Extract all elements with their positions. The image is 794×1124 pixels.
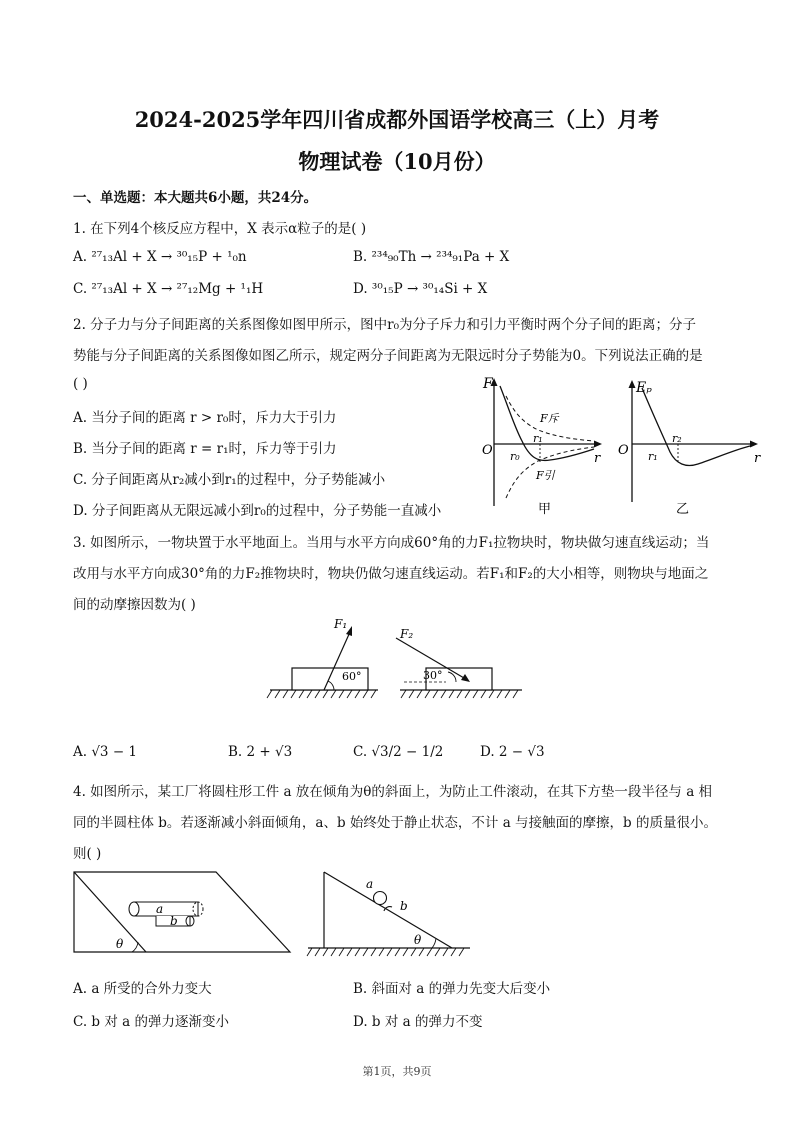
q4l-a-label: a [156, 902, 164, 916]
jia-r0-label: r₀ [510, 450, 520, 463]
q4-option-c: C. b 对 a 的弹力逐渐变小 [73, 1014, 229, 1030]
jia-o-label: O [482, 443, 493, 458]
q2-option-d: D. 分子间距离从无限远减小到r₀的过程中，分子势能一直减小 [73, 503, 442, 519]
q4-stem-line1: 4. 如图所示，某工厂将圆柱形工件 a 放在倾角为θ的斜面上，为防止工件滚动，在其下方垫一段半径与 a 相 [73, 784, 713, 800]
q2-stem-line3: ( ) [73, 376, 88, 392]
q2-option-c: C. 分子间距离从r₂减小到r₁的过程中，分子势能减小 [73, 472, 386, 488]
yi-r-label: r [754, 451, 761, 466]
q3-option-a: A. √3 − 1 [73, 744, 138, 760]
q1-option-b: B. ²³⁴₉₀Th → ²³⁴₉₁Pa + X [353, 249, 510, 265]
q3-angle30-label: 30° [423, 669, 443, 682]
yi-o-label: O [618, 443, 629, 458]
q1-option-a: A. ²⁷₁₃Al + X → ³⁰₁₅P + ¹₀n [73, 249, 247, 265]
jia-f-label: F [483, 376, 493, 392]
q1-option-c: C. ²⁷₁₃Al + X → ²⁷₁₂Mg + ¹₁H [73, 281, 264, 297]
q3-angle60-label: 60° [342, 670, 362, 683]
q2-stem-line1: 2. 分子力与分子间距离的关系图像如图甲所示，图中r₀为分子斥力和引力平衡时两个分子间的距离；分子 [73, 317, 697, 333]
jia-r-label: r [594, 451, 601, 466]
q4-option-b: B. 斜面对 a 的弹力先变大后变小 [353, 981, 551, 997]
page-title: 2024-2025学年四川省成都外国语学校高三（上）月考 [134, 107, 660, 132]
q4-stem-line3: 则( ) [73, 846, 102, 862]
q3-stem-line2: 改用与水平方向成30°角的力F₂推物块时，物块仍做匀速直线运动。若F₁和F₂的大小相等，则物块与地面之 [73, 566, 709, 582]
q3-option-c: C. √3/2 − 1/2 [353, 744, 444, 760]
q4l-b-label: b [170, 914, 178, 928]
q4-option-a: A. a 所受的合外力变大 [73, 981, 212, 997]
q1-stem: 1. 在下列4个核反应方程中，X 表示α粒子的是( ) [73, 221, 367, 237]
q2-option-a: A. 当分子间的距离 r > r₀时，斥力大于引力 [73, 410, 337, 426]
yi-ep-label: Eₚ [636, 380, 652, 396]
q4-option-d: D. b 对 a 的弹力不变 [353, 1014, 483, 1030]
yi-r2-label: r₂ [672, 432, 682, 445]
q4r-b-label: b [400, 899, 408, 913]
jia-r1-label: r₁ [533, 432, 543, 445]
q2-figure-jia [478, 376, 618, 516]
q3-stem-line3: 间的动摩擦因数为( ) [73, 597, 196, 613]
q4r-a-label: a [366, 877, 374, 891]
q4l-theta-label: θ [116, 937, 124, 951]
q2-option-b: B. 当分子间的距离 r = r₁时，斥力等于引力 [73, 441, 337, 457]
q3-figure [266, 614, 526, 706]
q3-f2-label: F₂ [400, 627, 414, 641]
q2-figure-yi [618, 376, 766, 517]
q2-stem-line2: 势能与分子间距离的关系图像如图乙所示，规定两分子间距离为无限远时分子势能为0。下列说法正确的是 [73, 348, 703, 364]
q3-f1-label: F₁ [334, 617, 348, 631]
jia-caption: 甲 [538, 502, 552, 517]
jia-fchi-label: F斥 [540, 412, 559, 425]
jia-fyin-label: F引 [536, 469, 555, 482]
q3-option-d: D. 2 − √3 [480, 744, 545, 760]
section-heading: 一、单选题：本大题共6小题，共24分。 [73, 190, 318, 206]
q3-option-b: B. 2 + √3 [228, 744, 293, 760]
q4r-theta-label: θ [414, 933, 422, 947]
page-subtitle: 物理试卷（10月份） [298, 149, 496, 174]
q3-stem-line1: 3. 如图所示，一物块置于水平地面上。当用与水平方向成60°角的力F₁拉物块时，物块做匀速直线运动；当 [73, 535, 710, 551]
q4-figure-right [300, 866, 480, 962]
yi-caption: 乙 [676, 502, 690, 517]
q1-option-d: D. ³⁰₁₅P → ³⁰₁₄Si + X [353, 281, 488, 297]
q4-figure-left [72, 868, 292, 958]
yi-r1-label: r₁ [648, 450, 658, 463]
page-footer: 第1页，共9页 [362, 1065, 432, 1078]
q4-stem-line2: 同的半圆柱体 b。若逐渐减小斜面倾角，a、b 始终处于静止状态，不计 a 与接触面的摩擦，b 的质量很小。 [73, 815, 717, 831]
